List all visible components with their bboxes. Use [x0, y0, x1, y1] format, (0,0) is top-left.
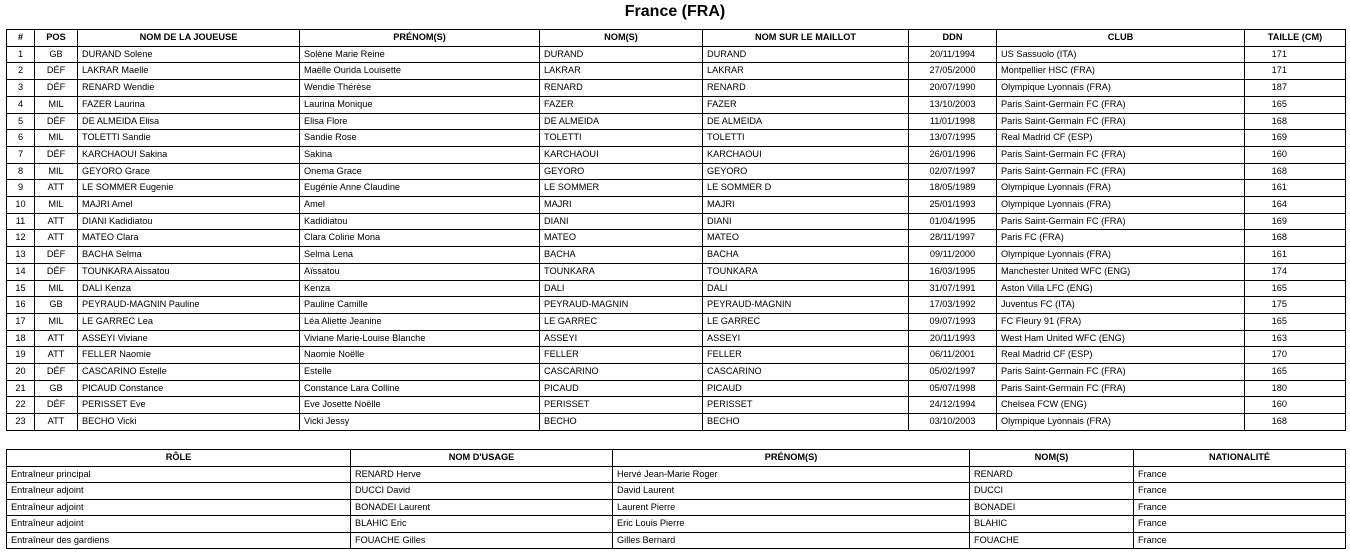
- table-cell: FAZER Laurina: [78, 96, 300, 113]
- table-cell: 168: [1245, 113, 1346, 130]
- table-cell: DUCCI David: [351, 483, 613, 500]
- table-cell: 165: [1245, 364, 1346, 381]
- table-cell: 21: [7, 380, 35, 397]
- table-cell: GB: [35, 297, 78, 314]
- table-cell: ATT: [35, 330, 78, 347]
- table-cell: MIL: [35, 197, 78, 214]
- table-cell: DALI Kenza: [78, 280, 300, 297]
- table-cell: Olympique Lyonnais (FRA): [997, 197, 1245, 214]
- table-cell: Kenza: [300, 280, 540, 297]
- table-cell: 11: [7, 213, 35, 230]
- staff-header-row: [7, 450, 1346, 467]
- table-cell: DE ALMEIDA Elisa: [78, 113, 300, 130]
- table-cell: FAZER: [703, 96, 909, 113]
- table-cell: France: [1134, 483, 1346, 500]
- table-cell: 28/11/1997: [909, 230, 997, 247]
- table-cell: 18: [7, 330, 35, 347]
- table-cell: FC Fleury 91 (FRA): [997, 313, 1245, 330]
- staff-col-header: NOM(S): [970, 450, 1134, 467]
- table-cell: BLAHIC: [970, 516, 1134, 533]
- table-cell: DUCCI: [970, 483, 1134, 500]
- table-cell: DALI: [703, 280, 909, 297]
- table-row: [7, 197, 1346, 214]
- table-cell: David Laurent: [613, 483, 970, 500]
- table-cell: Clara Coline Mona: [300, 230, 540, 247]
- staff-col-header: RÔLE: [7, 450, 351, 467]
- table-cell: 161: [1245, 180, 1346, 197]
- table-cell: DE ALMEIDA: [540, 113, 703, 130]
- players-col-header: CLUB: [997, 30, 1245, 47]
- table-cell: TOLETTI: [540, 130, 703, 147]
- table-cell: CASCARINO Estelle: [78, 364, 300, 381]
- table-cell: 163: [1245, 330, 1346, 347]
- table-row: [7, 364, 1346, 381]
- table-cell: MATEO: [540, 230, 703, 247]
- table-cell: 20: [7, 364, 35, 381]
- table-cell: BACHA: [540, 247, 703, 264]
- table-cell: FOUACHE: [970, 532, 1134, 549]
- staff-table: [6, 449, 1346, 549]
- table-cell: 06/11/2001: [909, 347, 997, 364]
- table-cell: Entraîneur adjoint: [7, 483, 351, 500]
- table-cell: Entraîneur des gardiens: [7, 532, 351, 549]
- table-cell: Entraîneur principal: [7, 466, 351, 483]
- table-cell: MIL: [35, 96, 78, 113]
- table-cell: LE SOMMER Eugenie: [78, 180, 300, 197]
- table-cell: 05/02/1997: [909, 364, 997, 381]
- table-row: [7, 113, 1346, 130]
- table-cell: LE GARREC Lea: [78, 313, 300, 330]
- table-cell: 20/07/1990: [909, 80, 997, 97]
- table-cell: TOLETTI: [703, 130, 909, 147]
- table-cell: GEYORO: [540, 163, 703, 180]
- table-cell: 23: [7, 414, 35, 431]
- table-cell: 169: [1245, 130, 1346, 147]
- table-cell: 17/03/1992: [909, 297, 997, 314]
- table-cell: 5: [7, 113, 35, 130]
- table-cell: RENARD Herve: [351, 466, 613, 483]
- table-cell: GEYORO: [703, 163, 909, 180]
- table-cell: France: [1134, 499, 1346, 516]
- table-cell: LAKRAR: [703, 63, 909, 80]
- table-cell: Vicki Jessy: [300, 414, 540, 431]
- table-cell: 15: [7, 280, 35, 297]
- table-cell: GB: [35, 46, 78, 63]
- table-cell: Estelle: [300, 364, 540, 381]
- staff-col-header: PRÉNOM(S): [613, 450, 970, 467]
- table-cell: Laurina Monique: [300, 96, 540, 113]
- table-cell: Juventus FC (ITA): [997, 297, 1245, 314]
- table-cell: RENARD: [703, 80, 909, 97]
- table-row: [7, 63, 1346, 80]
- table-row: [7, 313, 1346, 330]
- table-cell: BECHO: [540, 414, 703, 431]
- table-cell: MIL: [35, 313, 78, 330]
- table-cell: Paris FC (FRA): [997, 230, 1245, 247]
- table-cell: ATT: [35, 347, 78, 364]
- table-cell: Paris Saint-Germain FC (FRA): [997, 380, 1245, 397]
- players-col-header: DDN: [909, 30, 997, 47]
- table-cell: DIANI: [703, 213, 909, 230]
- table-row: [7, 532, 1346, 549]
- table-cell: MATEO: [703, 230, 909, 247]
- table-cell: 17: [7, 313, 35, 330]
- table-cell: FOUACHE Gilles: [351, 532, 613, 549]
- table-cell: TOUNKARA Aissatou: [78, 263, 300, 280]
- players-table: [6, 29, 1346, 431]
- table-cell: Paris Saint-Germain FC (FRA): [997, 146, 1245, 163]
- table-cell: TOLETTI Sandie: [78, 130, 300, 147]
- table-cell: 09/07/1993: [909, 313, 997, 330]
- table-row: [7, 163, 1346, 180]
- table-cell: Laurent Pierre: [613, 499, 970, 516]
- table-cell: 27/05/2000: [909, 63, 997, 80]
- table-cell: Elisa Flore: [300, 113, 540, 130]
- table-cell: MAJRI: [703, 197, 909, 214]
- table-cell: Eric Louis Pierre: [613, 516, 970, 533]
- table-cell: 19: [7, 347, 35, 364]
- table-row: [7, 483, 1346, 500]
- table-cell: ASSEYI: [703, 330, 909, 347]
- table-cell: MIL: [35, 280, 78, 297]
- table-cell: 01/04/1995: [909, 213, 997, 230]
- table-cell: Selma Lena: [300, 247, 540, 264]
- table-cell: 13/07/1995: [909, 130, 997, 147]
- table-cell: 14: [7, 263, 35, 280]
- table-cell: Onema Grace: [300, 163, 540, 180]
- staff-col-header: NOM D'USAGE: [351, 450, 613, 467]
- table-cell: LE GARREC: [703, 313, 909, 330]
- players-col-header: POS: [35, 30, 78, 47]
- table-row: [7, 516, 1346, 533]
- table-cell: DÉF: [35, 63, 78, 80]
- table-cell: RENARD Wendie: [78, 80, 300, 97]
- players-header-row: [7, 30, 1346, 47]
- table-cell: 8: [7, 163, 35, 180]
- table-cell: DÉF: [35, 397, 78, 414]
- table-row: [7, 297, 1346, 314]
- table-cell: DÉF: [35, 113, 78, 130]
- table-cell: DÉF: [35, 247, 78, 264]
- table-cell: TOUNKARA: [703, 263, 909, 280]
- players-col-header: PRÉNOM(S): [300, 30, 540, 47]
- table-cell: DURAND: [540, 46, 703, 63]
- table-cell: PICAUD Constance: [78, 380, 300, 397]
- table-cell: FELLER: [540, 347, 703, 364]
- table-cell: MAJRI Amel: [78, 197, 300, 214]
- table-cell: FAZER: [540, 96, 703, 113]
- table-cell: 187: [1245, 80, 1346, 97]
- table-cell: KARCHAOUI: [703, 146, 909, 163]
- table-cell: 22: [7, 397, 35, 414]
- table-cell: ATT: [35, 180, 78, 197]
- table-cell: PEYRAUD-MAGNIN: [703, 297, 909, 314]
- table-cell: CASCARINO: [703, 364, 909, 381]
- table-row: [7, 247, 1346, 264]
- table-cell: Hervé Jean-Marie Roger: [613, 466, 970, 483]
- table-cell: DÉF: [35, 80, 78, 97]
- table-cell: BECHO Vicki: [78, 414, 300, 431]
- players-col-header: #: [7, 30, 35, 47]
- table-cell: Entraîneur adjoint: [7, 499, 351, 516]
- table-cell: LE SOMMER D: [703, 180, 909, 197]
- table-cell: BONADEI: [970, 499, 1134, 516]
- table-cell: 09/11/2000: [909, 247, 997, 264]
- table-cell: US Sassuolo (ITA): [997, 46, 1245, 63]
- table-cell: 25/01/1993: [909, 197, 997, 214]
- table-row: [7, 499, 1346, 516]
- table-cell: Olympique Lyonnais (FRA): [997, 414, 1245, 431]
- table-cell: ATT: [35, 414, 78, 431]
- table-cell: France: [1134, 532, 1346, 549]
- table-cell: 4: [7, 96, 35, 113]
- table-cell: 168: [1245, 414, 1346, 431]
- table-cell: 7: [7, 146, 35, 163]
- table-row: [7, 347, 1346, 364]
- table-cell: 24/12/1994: [909, 397, 997, 414]
- table-cell: BECHO: [703, 414, 909, 431]
- table-cell: Wendie Thérèse: [300, 80, 540, 97]
- table-cell: Manchester United WFC (ENG): [997, 263, 1245, 280]
- table-cell: TOUNKARA: [540, 263, 703, 280]
- table-cell: Paris Saint-Germain FC (FRA): [997, 163, 1245, 180]
- table-cell: 20/11/1993: [909, 330, 997, 347]
- table-cell: Paris Saint-Germain FC (FRA): [997, 364, 1245, 381]
- table-cell: 160: [1245, 397, 1346, 414]
- table-cell: BONADEI Laurent: [351, 499, 613, 516]
- table-cell: 6: [7, 130, 35, 147]
- table-row: [7, 330, 1346, 347]
- table-cell: Real Madrid CF (ESP): [997, 130, 1245, 147]
- table-cell: DÉF: [35, 263, 78, 280]
- table-cell: MAJRI: [540, 197, 703, 214]
- table-cell: 165: [1245, 313, 1346, 330]
- table-cell: Naomie Noëlle: [300, 347, 540, 364]
- table-cell: ATT: [35, 230, 78, 247]
- table-cell: Maëlle Ourida Louisette: [300, 63, 540, 80]
- table-cell: Constance Lara Colline: [300, 380, 540, 397]
- table-cell: 171: [1245, 46, 1346, 63]
- table-cell: BLAHIC Eric: [351, 516, 613, 533]
- table-cell: 164: [1245, 197, 1346, 214]
- table-cell: 03/10/2003: [909, 414, 997, 431]
- table-cell: Kadidiatou: [300, 213, 540, 230]
- table-cell: Real Madrid CF (ESP): [997, 347, 1245, 364]
- table-cell: Chelsea FCW (ENG): [997, 397, 1245, 414]
- table-cell: GB: [35, 380, 78, 397]
- table-row: [7, 230, 1346, 247]
- table-cell: 174: [1245, 263, 1346, 280]
- table-cell: DURAND: [703, 46, 909, 63]
- table-cell: BACHA Selma: [78, 247, 300, 264]
- table-cell: ATT: [35, 213, 78, 230]
- table-cell: FELLER Naomie: [78, 347, 300, 364]
- table-cell: 13: [7, 247, 35, 264]
- table-cell: Paris Saint-Germain FC (FRA): [997, 96, 1245, 113]
- table-cell: DÉF: [35, 364, 78, 381]
- table-cell: Sakina: [300, 146, 540, 163]
- table-cell: 1: [7, 46, 35, 63]
- table-cell: 16: [7, 297, 35, 314]
- table-row: [7, 180, 1346, 197]
- table-cell: 168: [1245, 163, 1346, 180]
- table-cell: 168: [1245, 230, 1346, 247]
- table-cell: Solène Marie Reine: [300, 46, 540, 63]
- table-cell: 16/03/1995: [909, 263, 997, 280]
- table-cell: Viviane Marie-Louise Blanche: [300, 330, 540, 347]
- table-row: [7, 280, 1346, 297]
- table-cell: 169: [1245, 213, 1346, 230]
- players-col-header: NOM(S): [540, 30, 703, 47]
- table-cell: DURAND Solene: [78, 46, 300, 63]
- table-cell: DÉF: [35, 146, 78, 163]
- table-cell: LE SOMMER: [540, 180, 703, 197]
- table-cell: MIL: [35, 163, 78, 180]
- page-title: France (FRA): [624, 3, 726, 20]
- table-cell: Olympique Lyonnais (FRA): [997, 180, 1245, 197]
- table-cell: DALI: [540, 280, 703, 297]
- table-cell: Sandie Rose: [300, 130, 540, 147]
- table-cell: 20/11/1994: [909, 46, 997, 63]
- table-cell: RENARD: [970, 466, 1134, 483]
- table-row: [7, 46, 1346, 63]
- table-cell: KARCHAOUI: [540, 146, 703, 163]
- table-cell: Aïssatou: [300, 263, 540, 280]
- table-cell: 12: [7, 230, 35, 247]
- table-row: [7, 146, 1346, 163]
- table-cell: RENARD: [540, 80, 703, 97]
- table-cell: France: [1134, 466, 1346, 483]
- table-cell: BACHA: [703, 247, 909, 264]
- table-cell: 165: [1245, 280, 1346, 297]
- table-cell: PERISSET: [540, 397, 703, 414]
- table-cell: CASCARINO: [540, 364, 703, 381]
- table-cell: KARCHAOUI Sakina: [78, 146, 300, 163]
- table-cell: LAKRAR: [540, 63, 703, 80]
- table-cell: Entraîneur adjoint: [7, 516, 351, 533]
- table-row: [7, 130, 1346, 147]
- table-cell: MIL: [35, 130, 78, 147]
- table-cell: PICAUD: [703, 380, 909, 397]
- table-cell: 11/01/1998: [909, 113, 997, 130]
- table-cell: Gilles Bernard: [613, 532, 970, 549]
- table-cell: LAKRAR Maelle: [78, 63, 300, 80]
- table-row: [7, 414, 1346, 431]
- table-cell: West Ham United WFC (ENG): [997, 330, 1245, 347]
- table-cell: 165: [1245, 96, 1346, 113]
- staff-col-header: NATIONALITÉ: [1134, 450, 1346, 467]
- table-cell: 3: [7, 80, 35, 97]
- table-cell: Eugénie Anne Claudine: [300, 180, 540, 197]
- table-cell: 161: [1245, 247, 1346, 264]
- table-row: [7, 96, 1346, 113]
- table-row: [7, 380, 1346, 397]
- table-cell: Montpellier HSC (FRA): [997, 63, 1245, 80]
- table-cell: Léa Aliette Jeanine: [300, 313, 540, 330]
- table-cell: DIANI Kadidiatou: [78, 213, 300, 230]
- table-cell: Aston Villa LFC (ENG): [997, 280, 1245, 297]
- table-row: [7, 466, 1346, 483]
- table-cell: MATEO Clara: [78, 230, 300, 247]
- players-col-header: NOM SUR LE MAILLOT: [703, 30, 909, 47]
- table-cell: 171: [1245, 63, 1346, 80]
- table-cell: Olympique Lyonnais (FRA): [997, 247, 1245, 264]
- table-cell: DIANI: [540, 213, 703, 230]
- table-cell: 13/10/2003: [909, 96, 997, 113]
- table-cell: Eve Josette Noëlle: [300, 397, 540, 414]
- table-row: [7, 213, 1346, 230]
- table-cell: Olympique Lyonnais (FRA): [997, 80, 1245, 97]
- table-cell: 31/07/1991: [909, 280, 997, 297]
- table-cell: 180: [1245, 380, 1346, 397]
- table-cell: PERISSET: [703, 397, 909, 414]
- table-cell: 26/01/1996: [909, 146, 997, 163]
- table-cell: PERISSET Eve: [78, 397, 300, 414]
- table-row: [7, 397, 1346, 414]
- table-cell: LE GARREC: [540, 313, 703, 330]
- table-cell: PEYRAUD-MAGNIN: [540, 297, 703, 314]
- table-row: [7, 263, 1346, 280]
- table-cell: Pauline Camille: [300, 297, 540, 314]
- table-cell: ASSEYI Viviane: [78, 330, 300, 347]
- table-cell: 9: [7, 180, 35, 197]
- table-cell: 10: [7, 197, 35, 214]
- table-cell: GEYORO Grace: [78, 163, 300, 180]
- table-cell: Paris Saint-Germain FC (FRA): [997, 113, 1245, 130]
- players-col-header: TAILLE (CM): [1245, 30, 1346, 47]
- table-cell: Amel: [300, 197, 540, 214]
- table-cell: DE ALMEIDA: [703, 113, 909, 130]
- table-cell: PICAUD: [540, 380, 703, 397]
- table-cell: 05/07/1998: [909, 380, 997, 397]
- table-cell: 2: [7, 63, 35, 80]
- table-row: [7, 80, 1346, 97]
- table-cell: 02/07/1997: [909, 163, 997, 180]
- table-cell: 170: [1245, 347, 1346, 364]
- table-cell: 175: [1245, 297, 1346, 314]
- table-cell: Paris Saint-Germain FC (FRA): [997, 213, 1245, 230]
- table-cell: ASSEYI: [540, 330, 703, 347]
- table-cell: 18/05/1989: [909, 180, 997, 197]
- players-col-header: NOM DE LA JOUEUSE: [78, 30, 300, 47]
- table-cell: FELLER: [703, 347, 909, 364]
- table-cell: France: [1134, 516, 1346, 533]
- table-cell: PEYRAUD-MAGNIN Pauline: [78, 297, 300, 314]
- table-cell: 160: [1245, 146, 1346, 163]
